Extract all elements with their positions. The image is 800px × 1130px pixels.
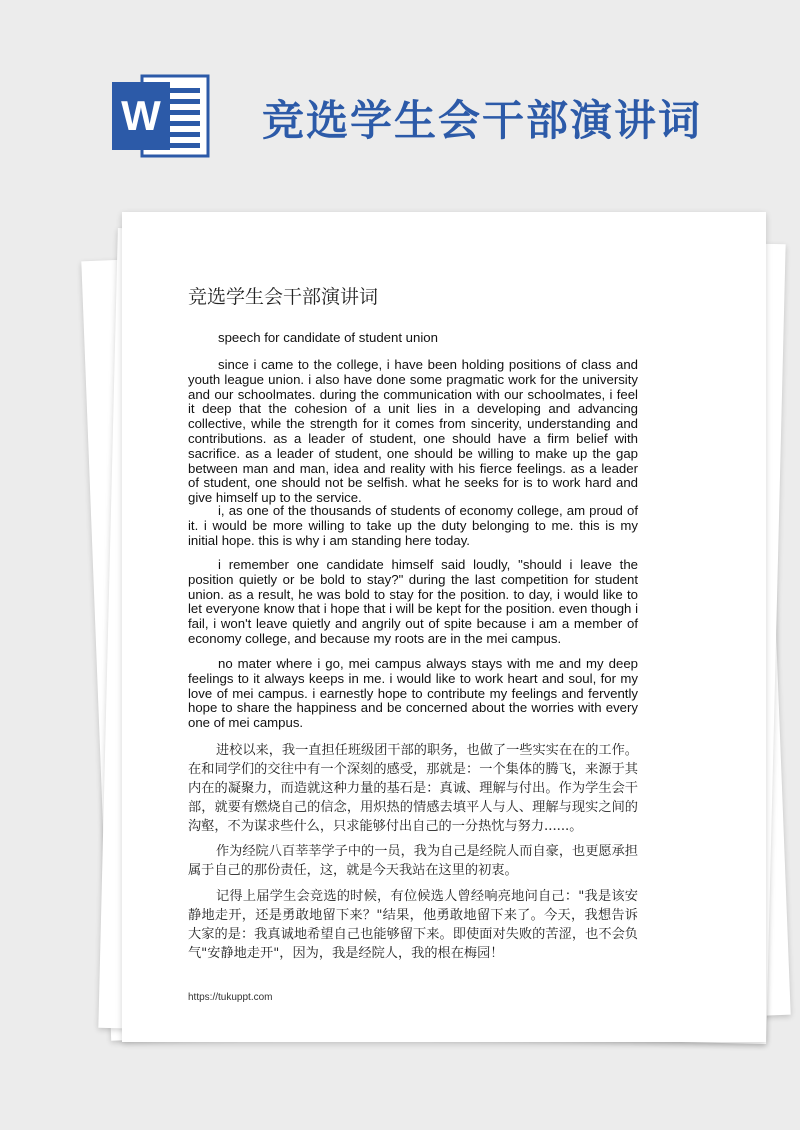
paragraph-zh-2: 作为经院八百莘莘学子中的一员，我为自己是经院人而自豪，也更愿承担属于自己的那份责任，这，就是今天我站在这里的初衷。 <box>188 844 638 878</box>
word-letter: W <box>121 92 161 139</box>
paragraph-en-1: since i came to the college, i have been holding positions of class and youth league union. i also have done some pragmatic work for the university and our schoolmates. during the communication with our schoolmates, i feel it deep that the cohesion of a unit lies in a developing and advancing collective, while the strength for it comes from sincerity, understanding and contributions. as a leader of student, one should have a firm belief with sacrifice. as a leader of student, one should be willing to make up the gap between man and man, idea and reality with his fierce feelings. as a leader of student, one should not be selfish. what he seeks for is to work hard and give himself up to the service. <box>188 357 638 506</box>
paragraph-zh-1: 进校以来，我一直担任班级团干部的职务，也做了一些实实在在的工作。在和同学们的交往中有一个深刻的感受，那就是：一个集体的腾飞，来源于其内在的凝聚力，而造就这种力量的基石是：真诚、理解与付出。作为学生会干部，就要有燃烧自己的信念，用炽热的情感去填平人与人、理解与现实之间的沟壑，不为谋求些什么，只求能够付出自己的一分热忱与努力......。 <box>188 743 638 834</box>
paragraph-en-2: i, as one of the thousands of students of economy college, am proud of it. i would be more willing to take up the duty belonging to me. this is my initial hope. this is why i am standing here today. <box>188 503 638 548</box>
paragraph-en-3: i remember one candidate himself said loudly, "should i leave the position quietly or be bold to stay?" during the last competition for student union. as a result, he was bold to stay for the position. to day, i would like to let everyone know that i hope that i will be kept for the position. even though i fail, i won't leave quietly and angrily out of spite because i am a member of economy college, and because my roots are in the mei campus. <box>188 557 638 646</box>
footer-url: https://tukuppt.com <box>188 992 273 1003</box>
document-title: 竞选学生会干部演讲词 <box>188 286 379 308</box>
paragraph-en-4: no mater where i go, mei campus always stays with me and my deep feelings to it always keeps in me. i would like to work heart and soul, for my love of mei campus. i earnestly hope to contribute my feelings and fervently hope to share the happiness and be concerned about the worries with every one of mei campus. <box>188 656 638 731</box>
page-title: 竞选学生会干部演讲词 <box>262 96 703 145</box>
word-document-icon <box>112 72 210 160</box>
document-subtitle: speech for candidate of student union <box>218 330 438 345</box>
paragraph-zh-3: 记得上届学生会竞选的时候，有位候选人曾经响亮地问自己："我是该安静地走开，还是勇敢地留下来？"结果，他勇敢地留下来了。今天，我想告诉大家的是：我真诚地希望自己也能够留下来。即使面对失败的苦涩，也不会负气"安静地走开"，因为，我是经院人，我的根在梅园！ <box>188 889 638 961</box>
